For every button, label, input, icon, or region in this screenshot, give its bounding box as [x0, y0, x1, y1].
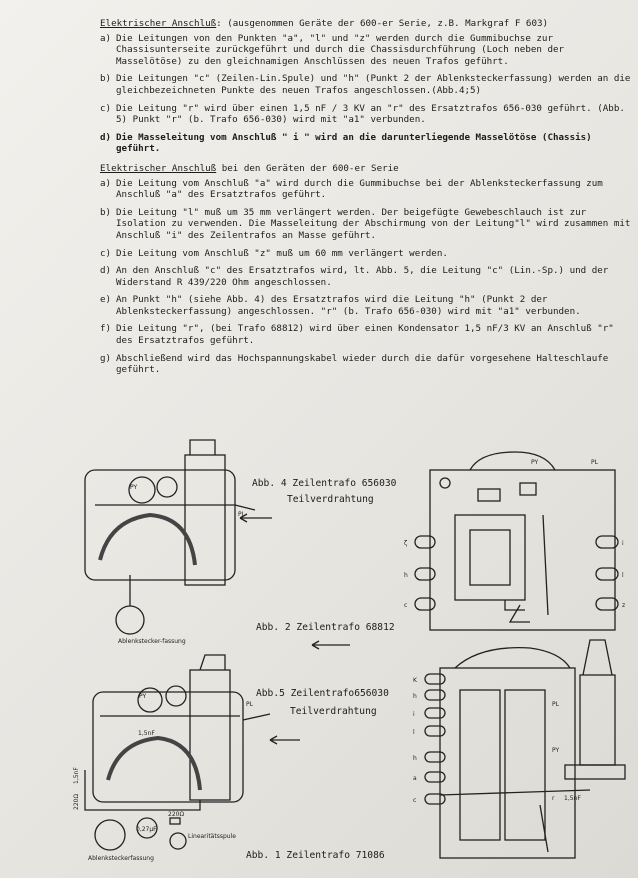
abb2-terminal — [478, 489, 500, 501]
section2-heading: Elektrischer Anschluß — [100, 162, 217, 174]
item-text: An Punkt "h" (siehe Abb. 4) des Ersatztrafos wird die Leitung "h" (Punkt 2 der Ablenksteckerfassung) angeschlossen. "r" (b. Trafo 656-030) wird mit "a1" verbunden. — [116, 294, 581, 317]
item-letter: c) — [100, 247, 112, 259]
item-letter: b) — [100, 73, 112, 85]
abb1-pl-label: PL — [552, 701, 559, 708]
abb1-pins — [425, 674, 445, 804]
pin — [425, 708, 445, 718]
abb1-pin-label: K — [413, 677, 417, 684]
abb5-py-label: PY — [139, 693, 147, 700]
abb5-lin-coil — [170, 833, 186, 849]
item-letter: g) — [100, 352, 112, 364]
abb1-pin-label: i — [413, 711, 415, 718]
item-text: Die Masseleitung vom Anschluß " i " wird an die darunterliegende Masselötöse (Chassis) geführt. — [116, 131, 592, 155]
abb1-py-label: PY — [552, 747, 560, 754]
item-text: Die Leitung "r", (bei Trafo 68812) wird über einen Kondensator 1,5 nF/3 KV an Anschluß "r" des Ersatztrafos geführt. — [116, 323, 614, 347]
abb4-caption: Abb. 4 Zeilentrafo 656030 — [252, 478, 397, 489]
abb2-drawing — [430, 452, 615, 630]
item-text: Abschließend wird das Hochspannungskabel wieder durch die dafür vorgesehene Halteschlaufe geführt. — [116, 352, 609, 376]
abb2-frame — [430, 470, 615, 630]
abb2-pin-label: z — [622, 602, 626, 609]
abb1-lead — [540, 805, 548, 852]
item-letter: b) — [100, 206, 112, 218]
abb5-arrow — [243, 714, 300, 744]
item-letter: e) — [100, 294, 112, 306]
abb5-linearitaet-label: Linearitätsspule — [188, 833, 236, 840]
pin — [415, 598, 435, 610]
abb5-trafo-top — [200, 655, 225, 670]
item-text: Die Leitungen "c" (Zeilen-Lin.Spule) und "h" (Punkt 2 der Ablenksteckerfassung) werden an die gleichbezeichneten Punkte des neuen Trafos angeschlossen.(Abb.4;5) — [116, 73, 631, 96]
abb2-core-inner — [470, 530, 510, 585]
item-text: Die Leitung vom Anschluß "z" muß um 60 mm verlängert werden. — [116, 247, 448, 259]
abb2-pin-label: l — [622, 572, 624, 579]
abb4-trafo-core — [185, 455, 225, 585]
abb5-drawing — [85, 655, 300, 850]
abb4-yoke — [100, 515, 195, 565]
abb2-py-label: PY — [531, 459, 539, 466]
section1-heading-suffix: : (ausgenommen Geräte der 600-er Serie, z.B. Markgraf F 603) — [216, 18, 549, 29]
abb5-cap-label: 1,5nF — [138, 730, 155, 737]
abb1-pin-label: h — [413, 693, 417, 700]
abb4-pl-label: PL — [238, 511, 245, 518]
abb1-pin-label: c — [413, 797, 417, 804]
abb1-hv-cap-top — [583, 640, 612, 675]
pin — [425, 674, 445, 684]
item-text: Die Leitungen von den Punkten "a", "l" und "z" werden durch die Gummibuchse zur Chassisunterseite zurückgeführt und durch die Chassisdurchführung (Loch neben der Masselötöse) zu den gleichnamigen Anschlüssen des neuen Trafos geführt. — [116, 32, 565, 67]
abb5-vertical-r-label: 220Ω — [73, 793, 80, 810]
section1-heading: Elektrischer Anschluß — [100, 18, 217, 29]
abb4-subcaption: Teilverdrahtung — [287, 494, 374, 505]
abb2-bracket — [510, 605, 530, 622]
item-letter: a) — [100, 32, 112, 44]
abb1-top-arc — [455, 648, 570, 668]
pin — [415, 536, 435, 548]
abb5-socket — [95, 820, 125, 850]
abb1-hv-cap — [580, 675, 615, 765]
abb2-pins-left — [415, 536, 435, 610]
abb2-pl-label: PL — [591, 459, 598, 466]
abb5-resistor — [170, 818, 180, 824]
abb2-caption: Abb. 2 Zeilentrafo 68812 — [256, 622, 395, 633]
abb4-chassis-outline — [85, 470, 235, 580]
item-letter: c) — [100, 102, 112, 114]
item-text: Die Leitung vom Anschluß "a" wird durch die Gummibuchse bei der Ablenksteckerfassung zum Anschluß "a" des Ersatztrafos geführt. — [116, 177, 603, 201]
abb2-arrow — [312, 641, 350, 649]
abb2-pin-label: h — [404, 572, 408, 579]
abb5-yoke — [108, 738, 200, 790]
abb1-cap-label: 1,5nF — [564, 795, 581, 802]
abb5-vertical-c-label: 1,5nF — [73, 767, 80, 784]
abb4-trafo-top — [190, 440, 215, 455]
abb2-pin-label: c — [404, 602, 408, 609]
abb5-subcaption: Teilverdrahtung — [290, 706, 377, 717]
abb5-r220-label: 220Ω — [168, 811, 185, 818]
abb4-py-label: PY — [130, 484, 138, 491]
abb4-ablenk-label: Ablenkstecker-fassung — [118, 638, 186, 645]
abb1-coil — [460, 690, 500, 840]
item-text: Die Leitung "l" muß um 35 mm verlängert werden. Der beigefügte Gewebeschlauch ist zur Isolation zu verwenden. Die Masseleitung der Abschirmung von der Leitung"l" wird zusammen mit Anschluß "i" des Zeilentrafos an Masse geführt. — [116, 206, 631, 241]
item-text: An den Anschluß "c" des Ersatztrafos wird, lt. Abb. 5, die Leitung "c" (Lin.-Sp.) und der Widerstand R 439/220 Ohm angeschlossen. — [116, 265, 609, 288]
abb2-core — [455, 515, 525, 600]
abb1-r-label: r — [552, 795, 555, 802]
abb4-drawing — [85, 440, 272, 634]
abb5-c027-label: 0,27µF — [136, 826, 157, 833]
abb2-hole — [440, 478, 450, 488]
abb1-pin-label: a — [413, 775, 417, 782]
pin — [415, 568, 435, 580]
abb5-wire-loop — [85, 770, 200, 810]
item-letter: a) — [100, 177, 112, 189]
item-text: Die Leitung "r" wird über einen 1,5 nF / 3 KV an "r" des Ersatztrafos 656-030 geführt. (Abb. 5) Punkt "r" (b. Trafo 656-030) wird mit "a1" verbunden. — [116, 102, 625, 126]
abb5-trafo-core — [190, 670, 230, 800]
pin — [425, 772, 445, 782]
abb2-pin-label: i — [622, 540, 624, 547]
abb2-rail — [543, 515, 548, 615]
abb4-pl-wire — [235, 505, 255, 510]
abb5-screw — [166, 686, 186, 706]
abb2-top-arc — [470, 452, 555, 470]
abb5-chassis-outline — [93, 692, 243, 802]
abb5-ablenk-label: Ablenksteckerfassung — [88, 855, 154, 862]
abb2-wire — [505, 600, 525, 610]
item-letter: f) — [100, 323, 112, 335]
abb1-knurl — [565, 765, 625, 779]
pin — [425, 726, 445, 736]
abb5-pl-label: PL — [246, 701, 253, 708]
abb2-component — [520, 483, 536, 495]
abb2-pin-label: ζ — [404, 540, 408, 547]
abb1-caption: Abb. 1 Zeilentrafo 71086 — [246, 850, 385, 861]
abb1-drawing — [440, 640, 625, 858]
pin — [425, 752, 445, 762]
section2-heading-suffix: bei den Geräten der 600-er Serie — [216, 162, 399, 174]
item-letter: d) — [100, 265, 112, 277]
abb1-pin-label: h — [413, 755, 417, 762]
abb5-caption: Abb.5 Zeilentrafo656030 — [256, 688, 389, 699]
abb1-pin-label: l — [413, 729, 415, 736]
abb4-screw — [157, 477, 177, 497]
abb4-socket — [116, 606, 144, 634]
item-letter: d) — [100, 131, 112, 143]
pin — [425, 690, 445, 700]
abb1-coil-2 — [505, 690, 545, 840]
